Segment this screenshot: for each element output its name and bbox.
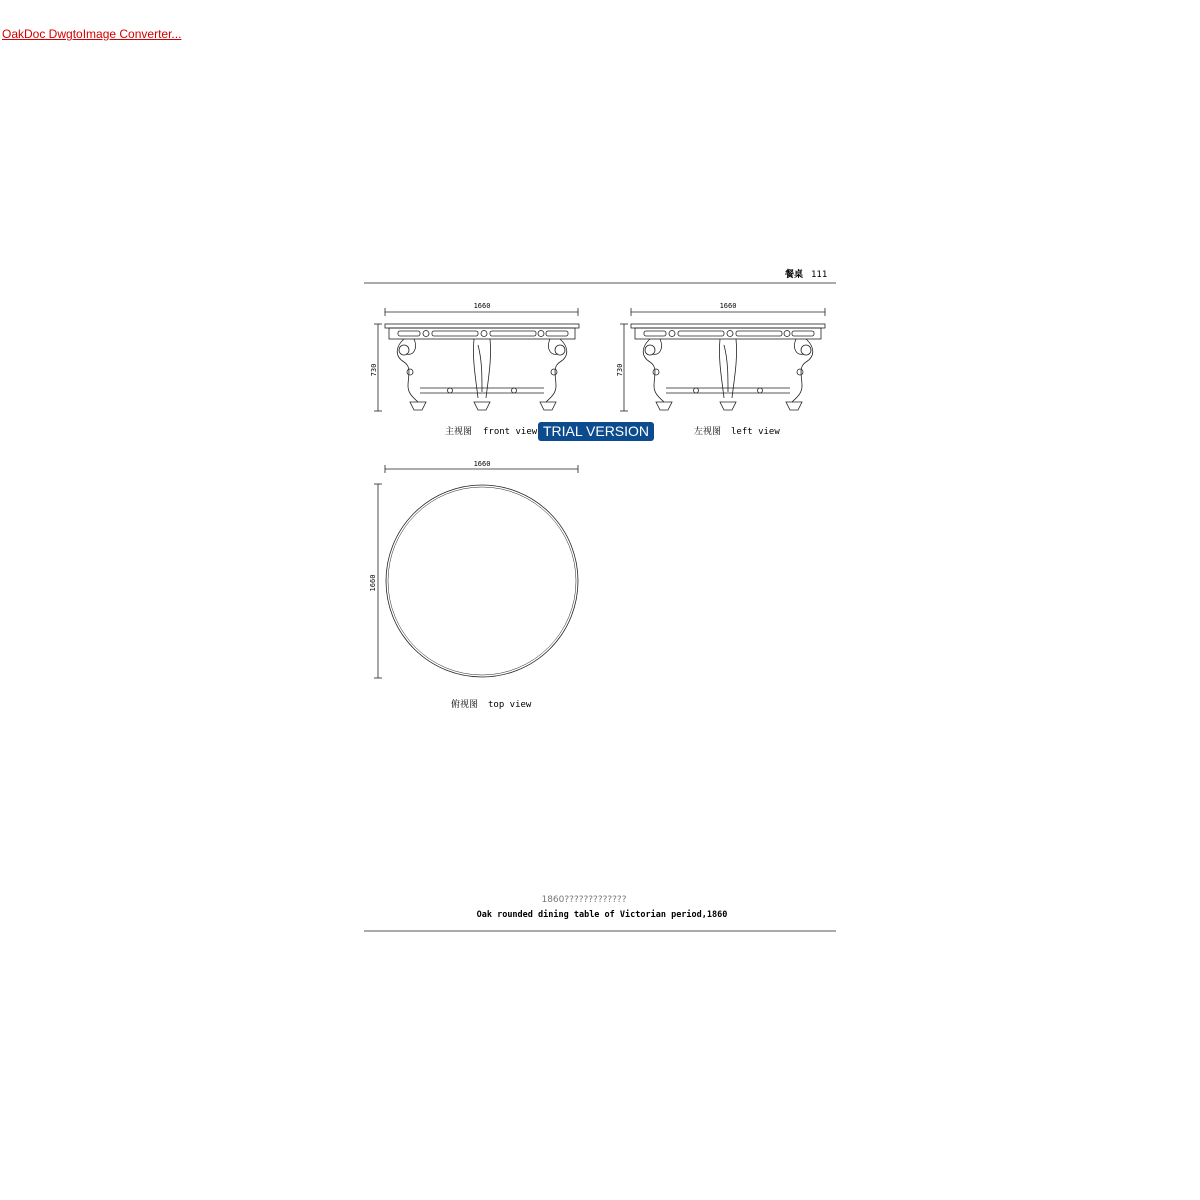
top-view-label-en: top view — [488, 700, 532, 710]
left-view-label-cn: 左视图 — [694, 427, 722, 437]
left-width-dim: 1660 — [719, 302, 737, 310]
trial-version-badge: TRIAL VERSION — [538, 422, 654, 441]
header-category: 餐桌 — [785, 270, 804, 280]
left-view — [620, 308, 825, 411]
header-page-number: 111 — [811, 270, 828, 280]
front-height-dim: 730 — [370, 363, 378, 377]
top-height-dim: 1660 — [369, 574, 377, 592]
front-view — [374, 308, 579, 411]
caption-english: Oak rounded dining table of Victorian period,1860 — [476, 910, 728, 920]
top-view-label-cn: 俯视图 — [451, 700, 479, 710]
front-width-dim: 1660 — [473, 302, 491, 310]
left-view-label-en: left view — [731, 427, 780, 437]
left-height-dim: 730 — [616, 363, 624, 377]
front-view-label-cn: 主视图 — [445, 427, 473, 437]
front-view-label-en: front view — [483, 427, 538, 437]
top-width-dim: 1660 — [473, 460, 491, 468]
converter-link[interactable]: OakDoc DwgtoImage Converter... — [2, 27, 182, 41]
caption-garbled: 1860????????????? — [541, 895, 627, 905]
top-view — [374, 465, 578, 678]
